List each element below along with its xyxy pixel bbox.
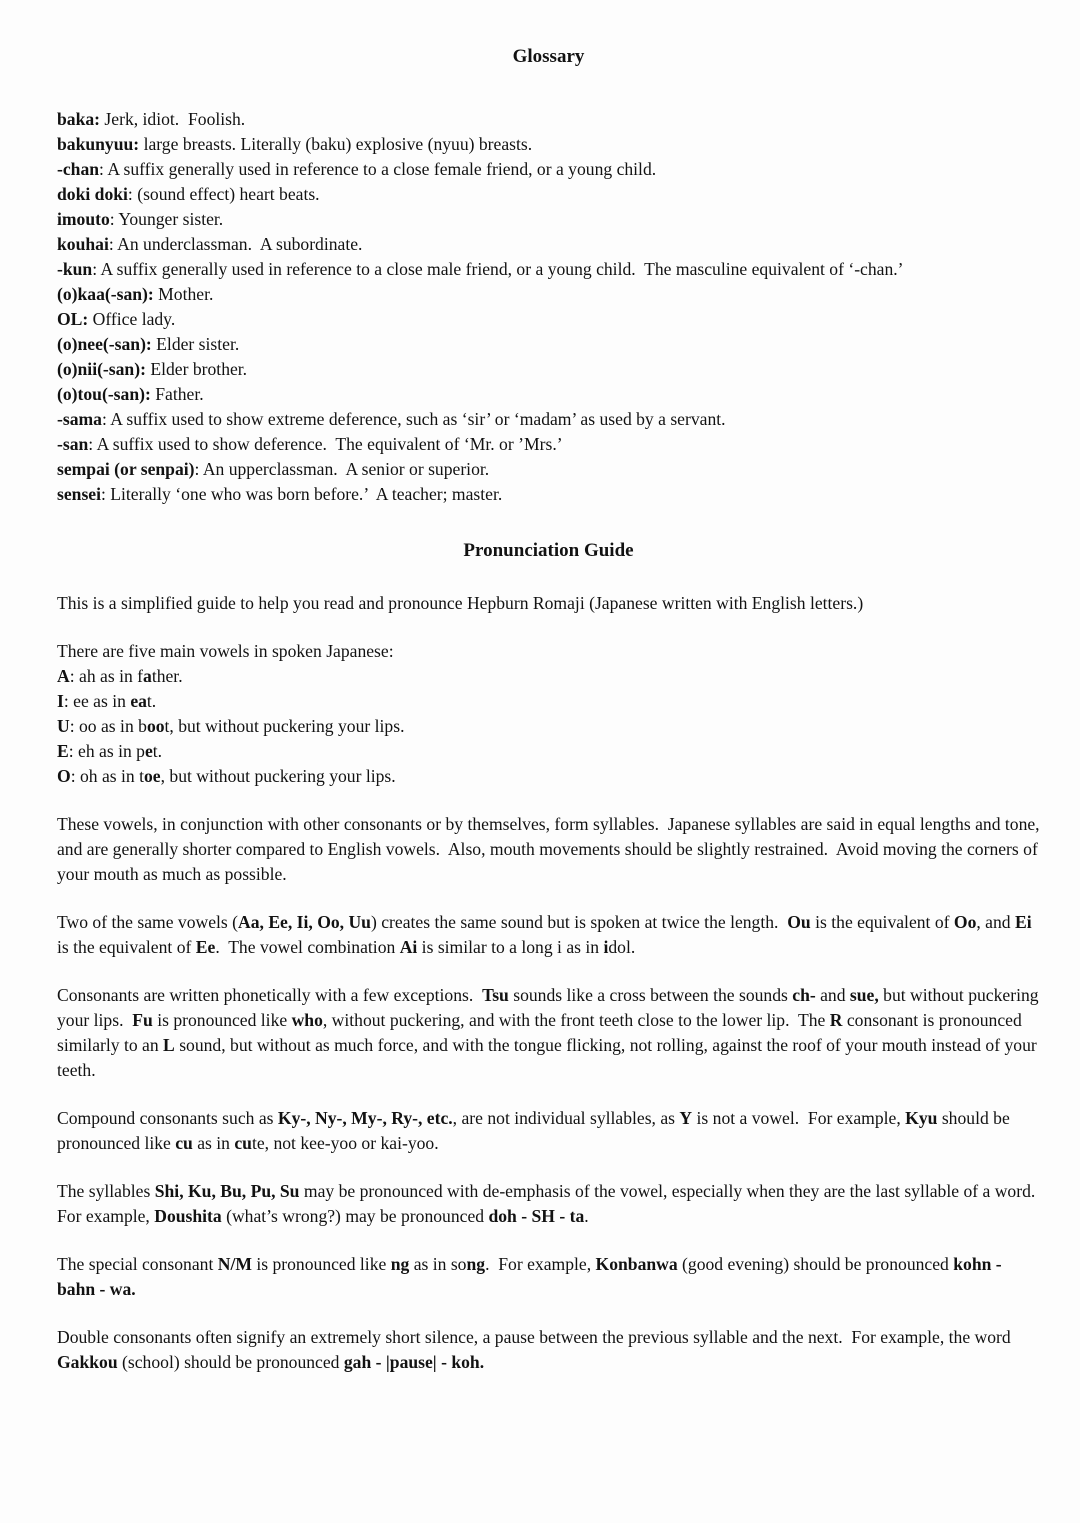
glossary-entry: doki doki: (sound effect) heart beats. — [57, 184, 320, 204]
glossary-entry: -chan: A suffix generally used in reference to a close female friend, or a young child. — [57, 159, 657, 179]
glossary-entry: (o)nee(-san): Elder sister. — [57, 334, 240, 354]
glossary-entry: OL: Office lady. — [57, 309, 176, 329]
glossary-list — [57, 107, 1040, 507]
pronunciation-guide-title: Pronunciation Guide — [463, 540, 634, 561]
vowel-line: U: oo as in boot, but without puckering your lips. — [57, 716, 405, 736]
vowel-block — [57, 639, 1040, 789]
pronunciation-paragraph: Double consonants often signify an extremely short silence, a pause between the previous syllable and the next. For example, the word Gakkou (school) should be pronounced gah - |pause| - koh. — [57, 1327, 1016, 1372]
glossary-entry: baka: Jerk, idiot. Foolish. — [57, 109, 246, 129]
glossary-entry: (o)nii(-san): Elder brother. — [57, 359, 248, 379]
pronunciation-paragraph: Compound consonants such as Ky-, Ny-, My-, Ry-, etc., are not individual syllables, as Y is not a vowel. For example, Kyu should be pronounced like cu as in cute, not kee-yoo or kai-yoo. — [57, 1108, 1015, 1153]
pronunciation-paragraphs — [57, 812, 1045, 1375]
glossary-entry: sensei: Literally ‘one who was born before.’ A teacher; master. — [57, 484, 503, 504]
pronunciation-paragraph: The special consonant N/M is pronounced like ng as in song. For example, Konbanwa (good evening) should be pronounced kohn - bahn - wa. — [57, 1254, 1007, 1299]
intro-paragraph: This is a simplified guide to help you read and pronounce Hepburn Romaji (Japanese written with English letters.) — [57, 593, 864, 613]
pronunciation-paragraph: Consonants are written phonetically with a few exceptions. Tsu sounds like a cross between the sounds ch- and sue, but without puckering your lips. Fu is pronounced like who, without puckering, and with the front teeth close to the lower lip. The R consonant is pronounced similarly to an L sound, but without as much force, and with the tongue flicking, not rolling, against the roof of your mouth instead of your teeth. — [57, 985, 1043, 1080]
glossary-title: Glossary — [512, 46, 585, 67]
glossary-entry: bakunyuu: large breasts. Literally (baku) explosive (nyuu) breasts. — [57, 134, 533, 154]
vowel-line: A: ah as in father. — [57, 666, 183, 686]
vowel-line: O: oh as in toe, but without puckering your lips. — [57, 766, 396, 786]
glossary-entry: (o)kaa(-san): Mother. — [57, 284, 214, 304]
glossary-entry: imouto: Younger sister. — [57, 209, 224, 229]
glossary-entry: -sama: A suffix used to show extreme deference, such as ‘sir’ or ‘madam’ as used by a servant. — [57, 409, 726, 429]
glossary-entry: sempai (or senpai): An upperclassman. A senior or superior. — [57, 459, 490, 479]
vowel-line: I: ee as in eat. — [57, 691, 157, 711]
glossary-entry: -san: A suffix used to show deference. The equivalent of ‘Mr. or ’Mrs.’ — [57, 434, 563, 454]
glossary-entry: kouhai: An underclassman. A subordinate. — [57, 234, 363, 254]
pronunciation-paragraph: The syllables Shi, Ku, Bu, Pu, Su may be pronounced with de-emphasis of the vowel, especially when they are the last syllable of a word. For example, Doushita (what’s wrong?) may be pronounced doh - SH - ta. — [57, 1181, 1045, 1226]
vowel-line: E: eh as in pet. — [57, 741, 163, 761]
pronunciation-paragraph: These vowels, in conjunction with other consonants or by themselves, form syllables. Japanese syllables are said in equal lengths and tone, and are generally shorter compared to English vowels. Also, mouth movements should be slightly restrained. Avoid moving the corners of your mouth as much as possible. — [57, 814, 1044, 884]
glossary-entry: -kun: A suffix generally used in reference to a close male friend, or a young child. The masculine equivalent of ‘-chan.’ — [57, 259, 904, 279]
vowel-line: There are five main vowels in spoken Japanese: — [57, 641, 394, 661]
pronunciation-paragraph: Two of the same vowels (Aa, Ee, Ii, Oo, Uu) creates the same sound but is spoken at twice the length. Ou is the equivalent of Oo, and Ei is the equivalent of Ee. The vowel combination Ai is similar to a long i as in idol. — [57, 912, 1037, 957]
glossary-entry: (o)tou(-san): Father. — [57, 384, 204, 404]
